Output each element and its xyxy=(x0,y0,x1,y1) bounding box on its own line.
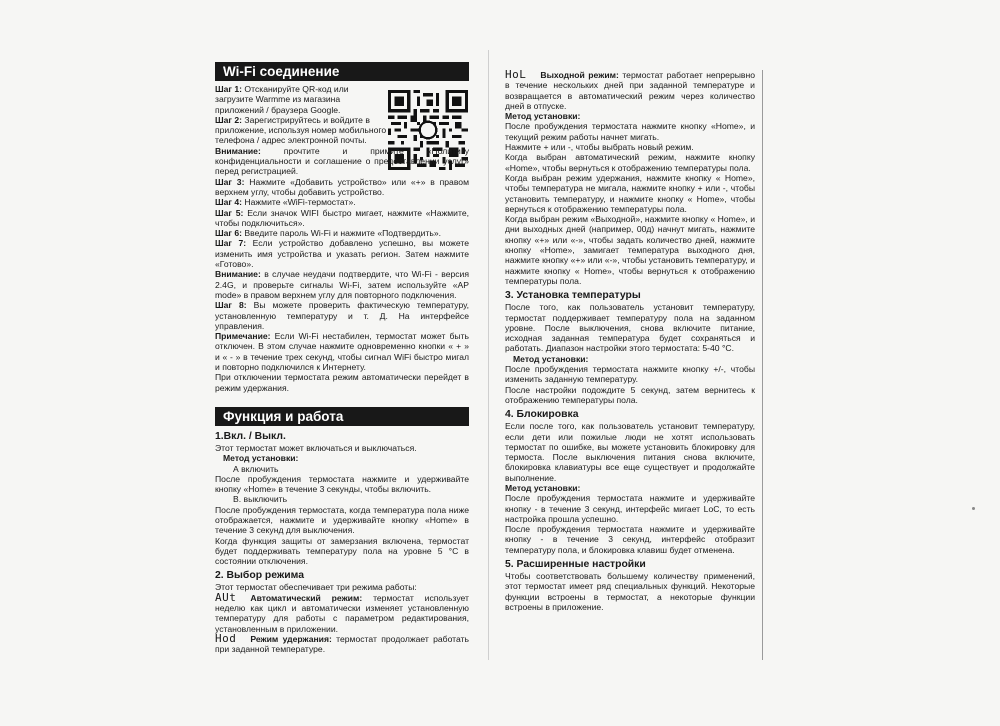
section-5-text: Чтобы соответствовать большему количеству применений, этот термостат имеет ряд специальных функций. Некоторые функции встроены в термостат, а некоторые функции встроены в приложение. xyxy=(505,571,755,612)
step-7: Шаг 7: Если устройство добавлено успешно, вы можете изменить имя устройства и указать регион. Затем нажмите «Готово». xyxy=(215,238,469,270)
method-step-4: Когда выбран режим удержания, нажмите кнопку « Home», чтобы температура не мигала, нажмите кнопку + или -, чтобы установить температуру, и нажмите кнопку « Home», чтобы вернуться к отображению температуры пола. xyxy=(505,172,755,214)
qr-steps xyxy=(215,84,389,146)
auto-mode: AUt Автоматический режим: термостат использует неделю как цикл и автоматически изменяет установленную температуру для работы с параметром редактирования, установленным в приложении. xyxy=(215,590,469,634)
function-section-banner: Функция и работа xyxy=(215,407,469,426)
step-5: Шаг 5: Если значок WIFI быстро мигает, нажмите «Нажмите, чтобы подключиться». xyxy=(215,207,469,228)
section-4-title: 4. Блокировка xyxy=(505,409,579,421)
page-fold xyxy=(488,50,489,660)
section-3-method-2: После настройки подождите 5 секунд, затем вернитесь к отображению температуры пола. xyxy=(505,384,755,405)
off-text: При отключении термостата режим автоматически перейдет в режим удержания. xyxy=(215,372,469,393)
section-4-method-1: После пробуждения термостата нажмите и удерживайте кнопку - в течение 3 секунд, интерфейс мигает LoC, то есть настройка прошла успешно. xyxy=(505,493,755,524)
attention-2: Внимание: в случае неудачи подтвердите, что Wi-Fi - версия 2.4G, и проверьте сигналы Wi-Fi, затем используйте «AP mode» в правом верхнем углу для повторного подключения. xyxy=(215,269,470,300)
method-step-3: Когда выбран автоматический режим, нажмите кнопку «Home», чтобы вернуться к отображению температуры пола. xyxy=(505,152,755,173)
method-step-2: Нажмите + или -, чтобы выбрать новый режим. xyxy=(505,142,694,153)
method-label-2: Метод установки: xyxy=(505,111,581,122)
section-4-method-label: Метод установки: xyxy=(505,482,581,493)
step-1: Шаг 1: Отсканируйте QR-код или загрузите Warmme из магазина приложений / браузера Google. xyxy=(215,84,349,115)
method-step-1: После пробуждения термостата нажмите кнопку «Home», и текущий режим работы начнет мигать. xyxy=(505,121,755,142)
method-label: Метод установки: xyxy=(223,453,299,464)
section-3-method-1: После пробуждения термостата нажмите кнопку +/-, чтобы изменить заданную температуру. xyxy=(505,364,755,385)
section-1-intro: Этот термостат может включаться и выключаться. xyxy=(215,442,417,453)
step-6: Шаг 6: Введите пароль Wi-Fi и нажмите «Подтвердить». xyxy=(215,228,442,239)
note: Примечание: Если Wi-Fi нестабилен, термостат может быть отключен. В этом случае нажмите одновременно кнопки « + » и « - » в течение трех секунд, чтобы сигнал WiFi быстро мигал и повторно подключился к Интернету. xyxy=(215,331,469,373)
method-step-5: Когда выбран режим «Выходной», нажмите кнопку « Home», и дни выходных дней (например, 00д) начнут мигать, нажмите кнопку «+» или «-», чтобы задать количество дней, нажмите кнопку «Home», замигает температура выходного дня, нажмите кнопку «+» или «-», чтобы установить температуру, и нажмите кнопку « Home», чтобы вернуться к отображению температуры пола. xyxy=(505,214,755,286)
holiday-lcd-icon: HoL xyxy=(505,68,527,81)
wifi-section-banner: Wi-Fi соединение xyxy=(215,62,469,81)
option-b-text: После пробуждения термостата, когда температура пола ниже отображается, нажмите и удерживайте кнопку «Home» в течение 3 секунд для выключения. xyxy=(215,504,469,536)
step-3: Шаг 3: Нажмите «Добавить устройство» или «+» в правом верхнем углу, чтобы добавить устройство. xyxy=(215,176,469,197)
section-1-title: 1.Вкл. / Выкл. xyxy=(215,430,286,442)
auto-lcd-icon: AUt xyxy=(215,590,237,604)
hold-mode: Hod Режим удержания: термостат продолжает работать при заданной температуре. xyxy=(215,631,470,655)
left-column xyxy=(215,62,469,655)
freeze-text: Когда функция защиты от замерзания включена, термостат будет поддерживать температуру пола на уровне 5 °C в состоянии отключения. xyxy=(215,535,469,567)
option-a-text: После пробуждения термостата нажмите и удерживайте кнопку «Home» в течение 3 секунды, чтобы включить. xyxy=(215,473,469,495)
step-2: Шаг 2: Зарегистрируйтесь и войдите в приложение, используя номер мобильного телефона / адрес электронной почты. xyxy=(215,114,387,146)
section-3-title: 3. Установка температуры xyxy=(505,290,641,302)
section-4-method-2: После пробуждения термостата нажмите и удерживайте кнопку - в течение 3 секунд, интерфейс отобразит температуру пола, и блокировка клавиш будет отменена. xyxy=(505,524,755,555)
section-3-text: После того, как пользователь установит температуру, термостат поддерживает температуру пола на заданном уровне. После выключения, снова включите питание, исходная заданная температура будет сохраняться и работать. Диапазон настройки этого термостата: 5-40 °C. xyxy=(505,302,755,354)
step-8: Шаг 8: Вы можете проверить фактическую температуру, установленную температуру и т. Д. На интерфейсе управления. xyxy=(215,300,470,331)
section-3-method-label: Метод установки: xyxy=(513,353,589,364)
hold-lcd-icon: Hod xyxy=(215,631,237,645)
option-a-label: А включить xyxy=(233,463,279,474)
attention-1: Внимание: прочтите и примите «Политику конфиденциальности и соглашение о предоставлении услуг» перед регистрацией. xyxy=(215,145,470,177)
section-4-text: Если после того, как пользователь установит температуру, если дети или пожилые люди не хотят использовать термостат по ошибке, вы можете установить блокировку для термоста. После выключения питания снова включите, блокировка клавиатуры все еще существует и продолжайте выполнение. xyxy=(505,421,755,483)
holiday-mode: HoL Выходной режим: термостат работает непрерывно в течение нескольких дней при заданной температуре и возвращается в автоматический режим через количество дней в отпуске. xyxy=(505,68,756,111)
option-b-label: В. выключить xyxy=(233,494,288,505)
scan-speck xyxy=(972,507,975,510)
paper-edge xyxy=(762,70,763,660)
section-2-intro: Этот термостат обеспечивает три режима работы: xyxy=(215,582,417,593)
right-column xyxy=(505,70,755,612)
section-2-title: 2. Выбор режима xyxy=(215,570,305,582)
section-5-title: 5. Расширенные настройки xyxy=(505,559,646,571)
step-4: Шаг 4: Нажмите «WiFi-термостат». xyxy=(215,197,356,208)
